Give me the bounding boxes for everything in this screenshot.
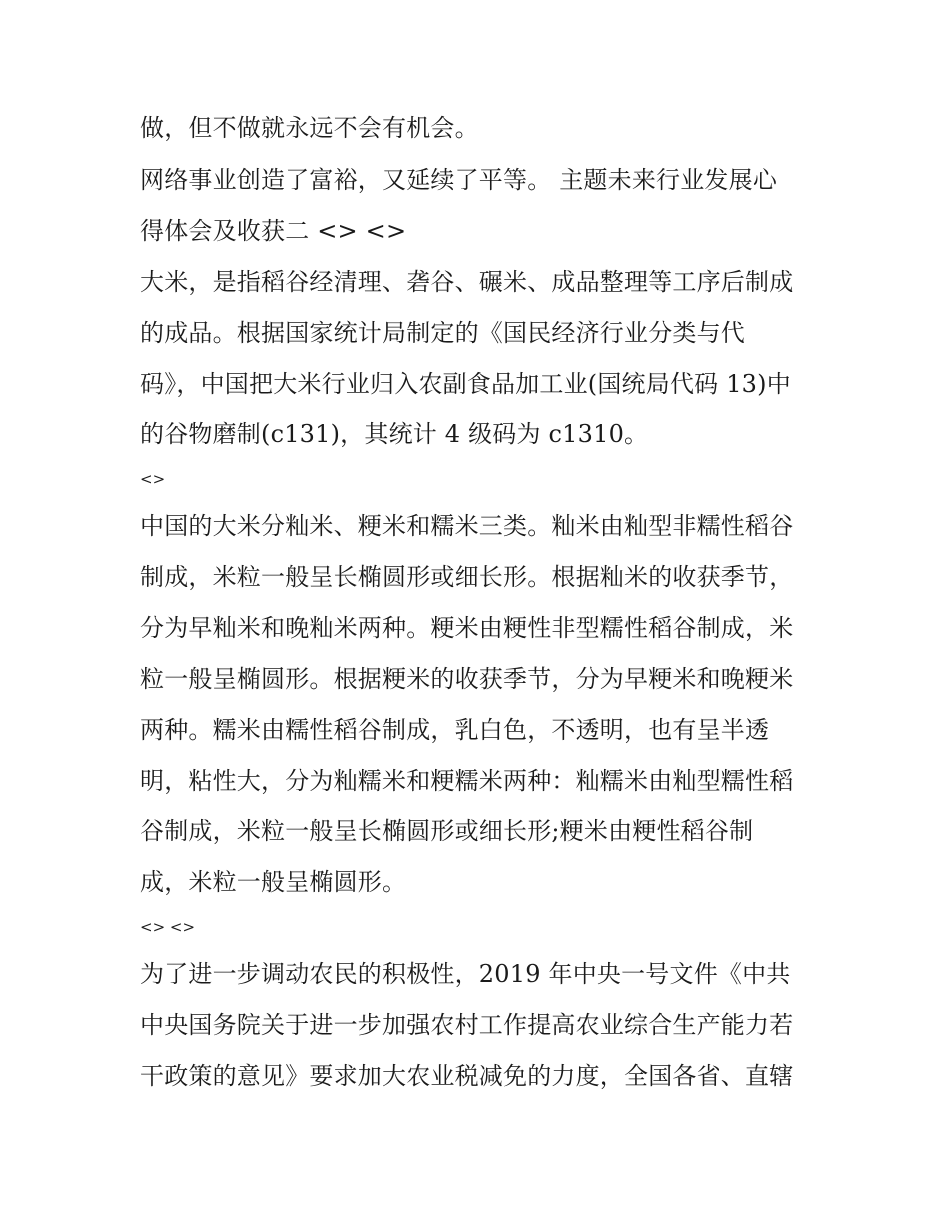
paragraph-line: 网络事业创造了富裕，又延续了平等。 主题未来行业发展心: [140, 166, 778, 194]
paragraph-line: 干政策的意见》要求加大农业税减免的力度，全国各省、直辖: [140, 1062, 794, 1090]
placeholder-marker: <>: [140, 470, 166, 488]
paragraph-line: 分为早籼米和晚籼米两种。粳米由粳性非型糯性稻谷制成，米: [140, 614, 794, 642]
paragraph-line: 成，米粒一般呈椭圆形。: [140, 868, 407, 896]
paragraph-line: 中国的大米分籼米、粳米和糯米三类。籼米由籼型非糯性稻谷: [140, 512, 794, 540]
paragraph-line: 的谷物磨制(c131)，其统计 4 级码为 c1310。: [140, 420, 649, 448]
paragraph-line: 粒一般呈椭圆形。根据粳米的收获季节，分为早粳米和晚粳米: [140, 665, 794, 693]
paragraph-line: 得体会及收获二 <> <>: [140, 217, 407, 245]
paragraph-line: 谷制成，米粒一般呈长椭圆形或细长形;粳米由粳性稻谷制: [140, 817, 754, 845]
paragraph-line: 制成，米粒一般呈长椭圆形或细长形。根据籼米的收获季节，: [140, 563, 794, 591]
paragraph-line: 中央国务院关于进一步加强农村工作提高农业综合生产能力若: [140, 1011, 794, 1039]
paragraph-line: 明，粘性大，分为籼糯米和粳糯米两种：籼糯米由籼型糯性稻: [140, 767, 794, 795]
paragraph-line: 码》，中国把大米行业归入农副食品加工业(国统局代码 13)中: [140, 370, 791, 398]
paragraph-line: 为了进一步调动农民的积极性，2019 年中央一号文件《中共: [140, 960, 791, 988]
paragraph-line: 两种。糯米由糯性稻谷制成，乳白色，不透明，也有呈半透: [140, 716, 770, 744]
paragraph-line: 做，但不做就永远不会有机会。: [140, 114, 479, 142]
paragraph-line: 大米，是指稻谷经清理、砻谷、碾米、成品整理等工序后制成: [140, 268, 794, 296]
placeholder-marker: <> <>: [140, 918, 196, 936]
paragraph-line: 的成品。根据国家统计局制定的《国民经济行业分类与代: [140, 319, 745, 347]
